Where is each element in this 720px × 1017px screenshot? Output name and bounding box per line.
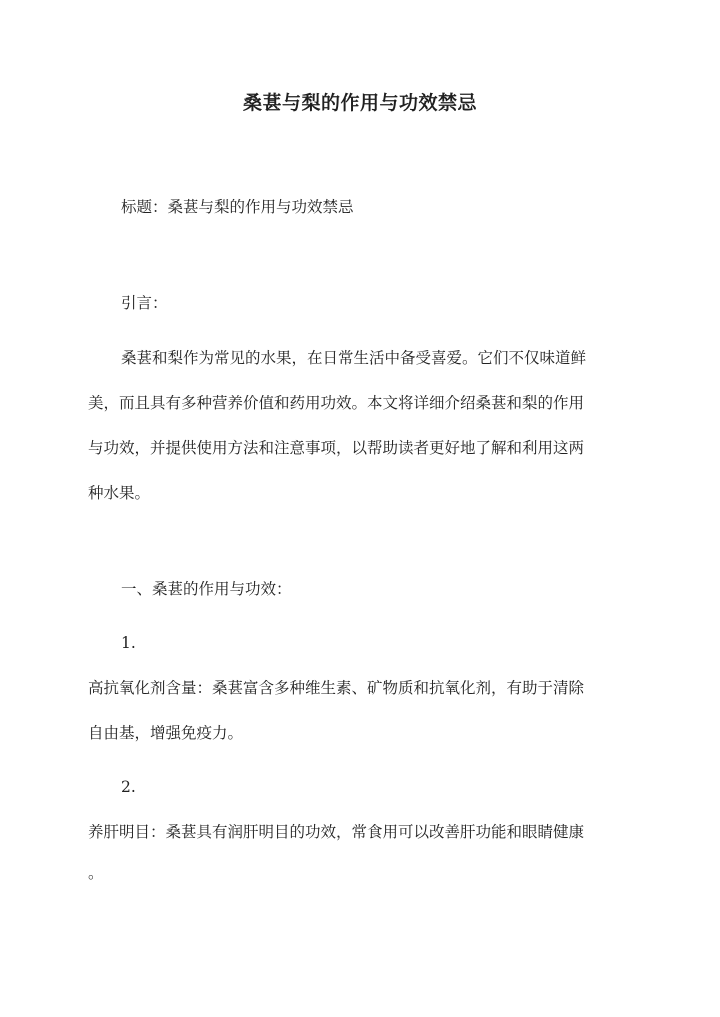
list-item-number-2: 2. bbox=[121, 778, 136, 796]
intro-paragraph-line-3: 与功效，并提供使用方法和注意事项，以帮助读者更好地了解和利用这两 bbox=[88, 439, 585, 457]
section-heading: 一、桑葚的作用与功效： bbox=[121, 580, 292, 598]
list-item-2-line-1: 养肝明目：桑葚具有润肝明目的功效，常食用可以改善肝功能和眼睛健康 bbox=[88, 823, 585, 841]
list-item-2-line-2: 。 bbox=[88, 864, 104, 882]
subtitle-line: 标题：桑葚与梨的作用与功效禁忌 bbox=[121, 198, 354, 216]
intro-paragraph-line-2: 美，而且具有多种营养价值和药用功效。本文将详细介绍桑葚和梨的作用 bbox=[88, 394, 585, 412]
intro-heading: 引言： bbox=[121, 294, 168, 312]
list-item-1-line-2: 自由基，增强免疫力。 bbox=[88, 724, 244, 742]
intro-paragraph-line-4: 种水果。 bbox=[88, 484, 151, 502]
list-item-number-1: 1. bbox=[121, 634, 136, 652]
intro-paragraph-line-1: 桑葚和梨作为常见的水果，在日常生活中备受喜爱。它们不仅味道鲜 bbox=[121, 349, 587, 367]
document-title: 桑葚与梨的作用与功效禁忌 bbox=[242, 92, 477, 114]
list-item-1-line-1: 高抗氧化剂含量：桑葚富含多种维生素、矿物质和抗氧化剂，有助于清除 bbox=[88, 679, 585, 697]
